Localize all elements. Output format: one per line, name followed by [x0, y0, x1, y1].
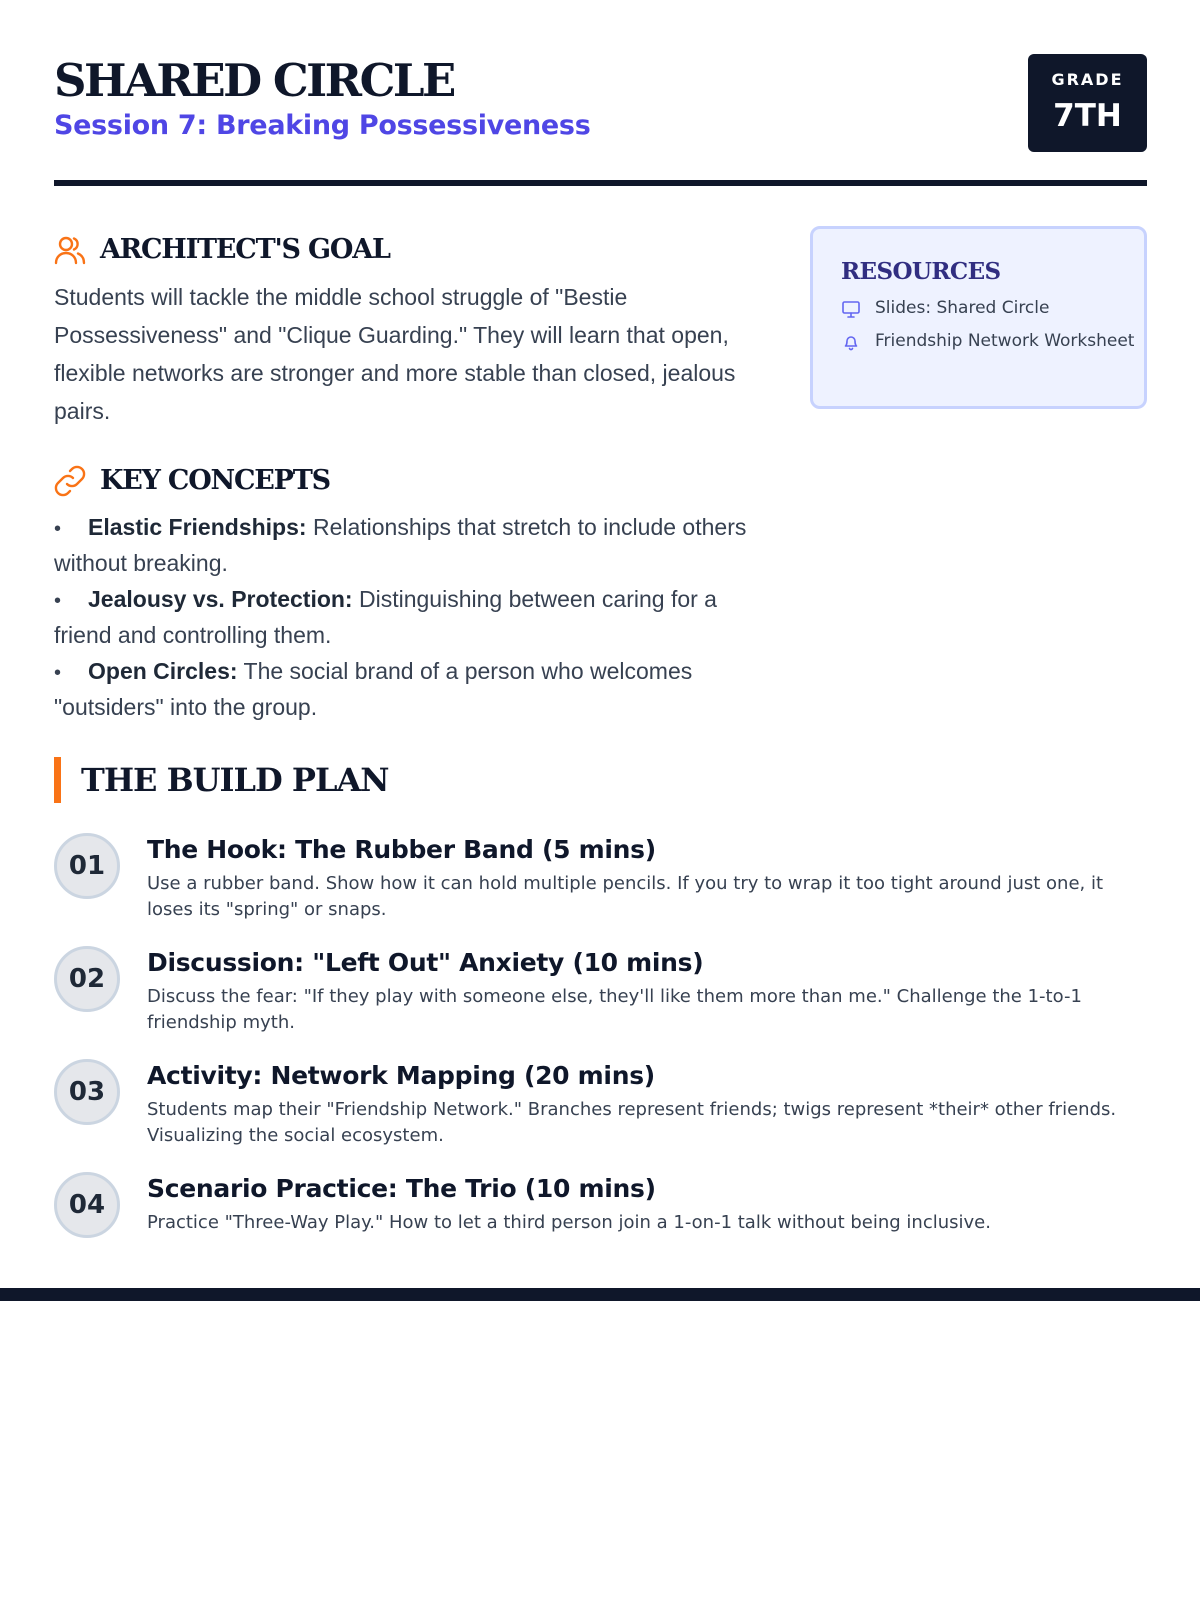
link-icon	[54, 465, 86, 497]
step-number: 03	[54, 1059, 120, 1125]
concept-term: Elastic Friendships:	[88, 514, 307, 540]
step-description: Use a rubber band. Show how it can hold multiple pencils. If you try to wrap it too tight around just one, it loses its "spring" or snaps.	[147, 873, 1104, 920]
list-item	[54, 582, 774, 652]
bullet-icon: •	[54, 590, 62, 612]
concept-text: Relationships that stretch to include others without breaking.	[54, 514, 747, 576]
bullet-icon: •	[54, 662, 62, 684]
resource-label: Friendship Network Worksheet	[875, 331, 1135, 351]
resources-panel	[810, 226, 1147, 409]
goal-text: Students will tackle the middle school struggle of "Bestie Possessiveness" and "Clique Guarding." They will learn that open, flexible networks are stronger and more stable than closed, jealous pairs.	[54, 284, 736, 424]
bell-icon	[841, 332, 861, 352]
footer-divider	[0, 1288, 1200, 1301]
bullet-icon: •	[54, 518, 62, 540]
list-item	[54, 654, 774, 724]
resource-item-slides[interactable]	[841, 297, 1144, 320]
concept-term: Jealousy vs. Protection:	[88, 586, 353, 612]
concept-text: Distinguishing between caring for a friend and controlling them.	[54, 586, 717, 648]
page-title: SHARED CIRCLE	[54, 54, 454, 107]
step-title: Scenario Practice: The Trio (10 mins)	[147, 1174, 656, 1203]
list-item	[54, 510, 774, 580]
concepts-heading	[54, 464, 330, 498]
step-title: Discussion: "Left Out" Anxiety (10 mins)	[147, 948, 704, 977]
users-icon	[54, 234, 86, 266]
grade-badge	[1028, 54, 1147, 152]
concepts-list	[54, 510, 774, 726]
lesson-page	[54, 0, 1147, 1233]
step-number: 04	[54, 1172, 120, 1238]
page-header	[54, 0, 1147, 186]
plan-title: THE BUILD PLAN	[81, 761, 389, 799]
step-description: Students map their "Friendship Network." Branches represent friends; twigs represent *their* other friends. Visualizing the social ecosystem.	[147, 1099, 1117, 1146]
concepts-title: KEY CONCEPTS	[100, 465, 330, 496]
grade-label: GRADE	[1051, 70, 1124, 89]
resources-title: RESOURCES	[841, 258, 1001, 285]
step-number: 02	[54, 946, 120, 1012]
concept-text: The social brand of a person who welcomes "outsiders" into the group.	[54, 658, 693, 720]
session-subtitle: Session 7: Breaking Possessiveness	[54, 110, 591, 141]
grade-value: 7TH	[1053, 98, 1122, 134]
monitor-icon	[841, 299, 861, 319]
step-description: Practice "Three-Way Play." How to let a third person join a 1-on-1 talk without being inclusive.	[147, 1212, 991, 1233]
goal-title: ARCHITECT'S GOAL	[100, 234, 390, 265]
step-number: 01	[54, 833, 120, 899]
step-title: The Hook: The Rubber Band (5 mins)	[147, 835, 656, 864]
resource-item-worksheet[interactable]	[841, 330, 1144, 353]
resource-label: Slides: Shared Circle	[875, 298, 1050, 318]
step-title: Activity: Network Mapping (20 mins)	[147, 1061, 655, 1090]
step-description: Discuss the fear: "If they play with someone else, they'll like them more than me." Challenge the 1-to-1 friendship myth.	[147, 986, 1082, 1033]
goal-heading	[54, 233, 390, 267]
concept-term: Open Circles:	[88, 658, 238, 684]
plan-heading	[54, 757, 389, 803]
